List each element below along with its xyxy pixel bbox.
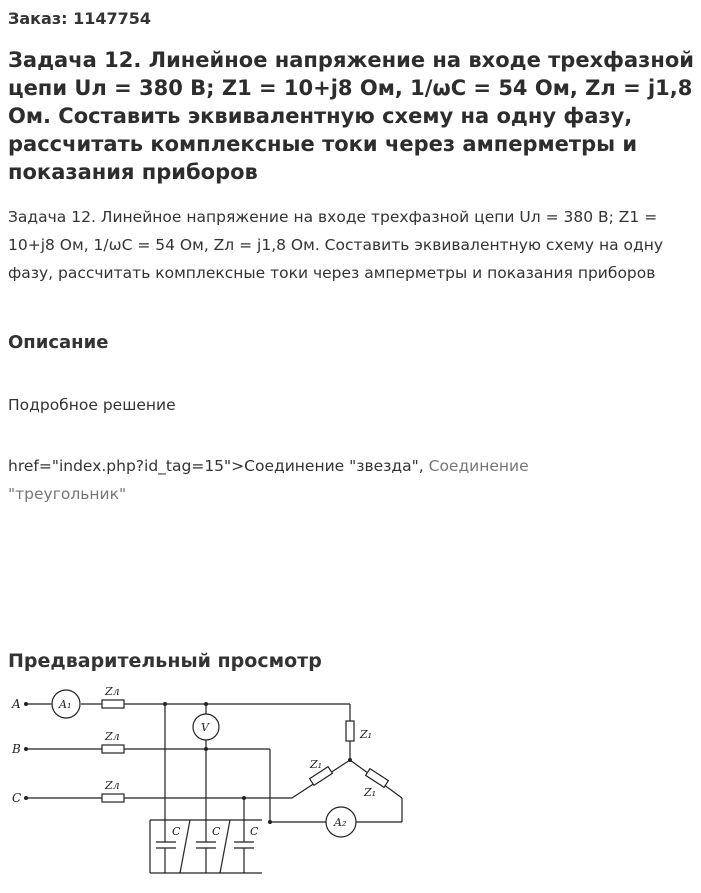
resistor-zl-a: [102, 700, 124, 708]
label-cap-1: C: [172, 825, 181, 838]
label-ammeter-1: A₁: [59, 698, 72, 711]
label-voltmeter: V: [201, 721, 209, 734]
tags-prefix: href="index.php?id_tag=15">Соединение "звезда",: [8, 457, 429, 475]
order-number: Заказ: 1147754: [8, 9, 152, 28]
label-z1-left: Z₁: [310, 758, 323, 771]
task-description: Задача 12. Линейное напряжение на входе трехфазной цепи Uл = 380 В; Z1 = 10+j8 Ом, 1/ωC = 54 Ом, Zл = j1,8 Ом. Составить эквивалентную схему на одну фазу, рассчитать комплексные токи через амперметры и показания приборов: [8, 208, 664, 282]
preview-heading: Предварительный просмотр: [8, 650, 322, 672]
label-phase-b: B: [12, 742, 21, 756]
terminal-b: [24, 747, 28, 751]
solution-detail-text: Подробное решение: [8, 396, 176, 414]
resistor-zl-c: [102, 794, 124, 802]
label-phase-a: A: [12, 697, 21, 711]
label-z1-top: Z₁: [360, 728, 373, 741]
description-heading: Описание: [8, 332, 109, 353]
resistor-z1-top: [346, 721, 354, 741]
label-zl-b: Zл: [105, 730, 120, 743]
terminal-a: [24, 702, 28, 706]
label-zl-c: Zл: [105, 779, 120, 792]
label-ammeter-2: A₂: [334, 816, 347, 829]
task-title: Задача 12. Линейное напряжение на входе трехфазной цепи Uл = 380 В; Z1 = 10+j8 Ом, 1/ωC = 54 Ом, Zл = j1,8 Ом. Составить эквивалентную схему на одну фазу, рассчитать комплексные токи через амперметры и показания приборов: [8, 48, 694, 184]
label-cap-2: C: [212, 825, 221, 838]
resistor-zl-b: [102, 745, 124, 753]
terminal-c: [24, 796, 28, 800]
circuit-diagram: [0, 680, 701, 893]
tags-line: [8, 452, 648, 508]
label-phase-c: C: [12, 791, 22, 805]
label-cap-3: C: [250, 825, 259, 838]
resistor-z1-right: [366, 769, 389, 788]
label-zl-a: Zл: [105, 685, 120, 698]
tag-link-triangle[interactable]: Соединение "треугольник": [8, 457, 529, 503]
label-z1-right: Z₁: [364, 786, 377, 799]
